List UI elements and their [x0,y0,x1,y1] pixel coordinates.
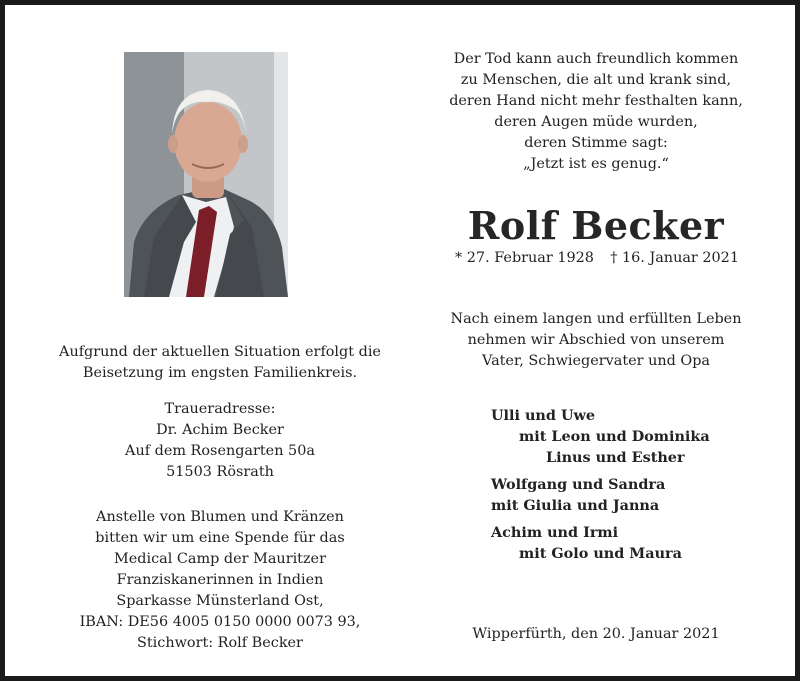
mourner-line: mit Golo und Maura [519,545,682,562]
birth-date: * 27. Februar 1928 [455,250,594,266]
address-line: Dr. Achim Becker [156,422,284,438]
situation-note [45,342,395,384]
donation-line: Sparkasse Münsterland Ost, [116,593,324,609]
address-line: Traueradresse: [164,401,276,417]
poem-line: „Jetzt ist es genug.“ [523,156,669,172]
mourner-line: Wolfgang und Sandra [491,476,666,493]
farewell-line: nehmen wir Abschied von unserem [467,332,725,348]
address-line: Auf dem Rosengarten 50a [125,443,315,459]
donation-line: Medical Camp der Mauritzer [114,551,326,567]
place-and-date: Wipperfürth, den 20. Januar 2021 [472,626,720,642]
farewell-text [423,309,769,372]
mourner-line: Linus und Esther [546,449,685,466]
portrait-image [124,52,288,297]
poem [423,49,769,175]
farewell-line: Nach einem langen und erfüllten Leben [450,311,742,327]
poem-line: deren Hand nicht mehr festhalten kann, [449,93,743,109]
situation-line: Aufgrund der aktuellen Situation erfolgt die [59,344,381,360]
donation-line: Franziskanerinnen in Indien [116,572,324,588]
mourner-line: mit Leon und Dominika [519,428,710,445]
farewell-line: Vater, Schwiegervater und Opa [482,353,710,369]
situation-line: Beisetzung im engsten Familienkreis. [82,365,358,381]
death-date: † 16. Januar 2021 [610,250,739,266]
mourner-line: Achim und Irmi [491,524,619,541]
mourning-address [45,399,395,483]
mourners-list [491,405,751,564]
poem-line: zu Menschen, die alt und krank sind, [460,72,732,88]
portrait-photo [124,52,288,297]
poem-line: deren Stimme sagt: [524,135,668,151]
mourner-line: mit Giulia und Janna [491,497,660,514]
donation-line: Stichwort: Rolf Becker [137,635,303,651]
donation-line: IBAN: DE56 4005 0150 0000 0073 93, [79,614,361,630]
poem-line: Der Tod kann auch freundlich kommen [453,51,739,67]
donation-line: Anstelle von Blumen und Kränzen [96,509,344,525]
donation-note [45,507,395,654]
deceased-name: Rolf Becker [467,203,725,248]
poem-line: deren Augen müde wurden, [494,114,698,130]
donation-line: bitten wir um eine Spende für das [95,530,345,546]
mourner-line: Ulli und Uwe [491,407,596,424]
address-line: 51503 Rösrath [166,464,274,480]
